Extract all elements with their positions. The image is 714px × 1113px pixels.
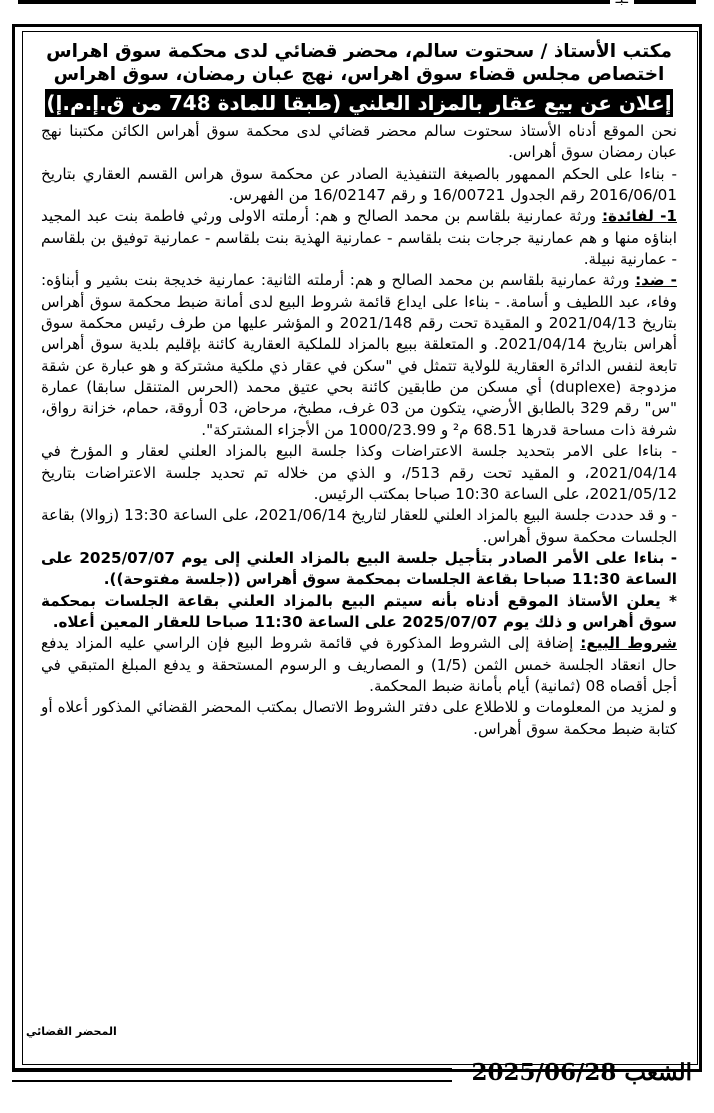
footer <box>452 1058 692 1088</box>
footer-rule-top <box>12 1068 452 1070</box>
debtor-paragraph <box>41 270 677 441</box>
header-line-2: اختصاص مجلس قضاء سوق اهراس، نهج عبان رمضان، سوق اهراس <box>53 64 665 85</box>
sale-session-paragraph: - و قد حددت جلسة البيع بالمزاد العلني للعقار لتاريخ 2021/06/14، على الساعة 13:30 (زوالا) بقاعة الجلسات محكمة سوق أهراس. <box>41 506 677 546</box>
publication-date: 2025/06/28 <box>471 1059 617 1086</box>
footer-rule-bottom <box>12 1080 452 1082</box>
announcement-title: إعلان عن بيع عقار بالمزاد العلني (طبقا للمادة 748 من ق.إ.م.إ) <box>46 91 672 115</box>
signature-label: المحضر القضائي <box>26 1025 117 1038</box>
postpone-paragraph: - بناءا على الأمر الصادر بتأجيل جلسة البيع بالمزاد العلني إلى يوم 2025/07/07 على الساعة 11:30 صباحا بقاعة الجلسات بمحكمة سوق أهراس ((جلسة مفتوحة)). <box>41 548 677 589</box>
newspaper-name: الشعب <box>624 1059 692 1086</box>
top-rule <box>18 0 696 4</box>
announcement-frame <box>22 31 698 1065</box>
header-line-1: مكتب الأستاذ / سحتوت سالم، محضر قضائي لدى محكمة سوق اهراس <box>46 41 672 62</box>
announce-paragraph: * يعلن الأستاذ الموقع أدناه بأنه سيتم البيع بالمزاد العلني بقاعة الجلسات بمحكمة سوق أهراس و ذلك يوم 2025/07/07 على الساعة 11:30 صباحا للعقار المعين أعلاه. <box>41 591 677 631</box>
creditor-text: ورثة عمارنية بلقاسم بن محمد الصالح و هم: أرملته الاولى ورثي فاطمة بنت عبد المجيد ابناؤه منها و هم عمارنية جرجات بنت بلقاسم - عمارنية الهذية بنت بلقاسم - عمارنية توفيق بن بلقاسم - عمارنية نبيلة. <box>41 207 677 269</box>
conditions-label: شروط البيع: <box>580 634 677 653</box>
debtor-label: - ضد: <box>635 271 677 290</box>
creditor-label: 1- لفائدة: <box>601 207 677 226</box>
creditor-paragraph <box>41 206 677 270</box>
objections-paragraph: - بناءا على الامر بتحديد جلسة الاعتراضات وكذا جلسة البيع بالمزاد العلني لعقار و المؤرخ في 2021/04/14، و المقيد تحت رقم 513/، و الذي من خلاله تم تحديد جلسة الاعتراضات بتاريخ 2021/05/12، على الساعة 10:30 صباحا بمكتب الرئيس. <box>41 442 677 503</box>
masthead-fragment <box>610 0 634 7</box>
info-paragraph: و لمزيد من المعلومات و للاطلاع على دفتر الشروط الاتصال بمكتب المحضر القضائي المذكور أعلاه أو كتابة ضبط محكمة سوق أهراس. <box>41 698 677 738</box>
intro-paragraph: نحن الموقع أدناه الأستاذ سحتوت سالم محضر قضائي لدى محكمة سوق أهراس الكائن مكتبنا نهج عبان رمضان سوق أهراس. <box>41 122 677 162</box>
judgment-paragraph: - بناءا على الحكم الممهور بالصيغة التنفيذية الصادر عن محكمة سوق هراس القسم العقاري بتاريخ 2016/06/01 رقم الجدول 16/00721 و رقم 16/02147 من الفهرس. <box>41 164 677 205</box>
conditions-paragraph <box>41 633 677 697</box>
announcement-body <box>41 121 677 740</box>
conditions-text: إضافة إلى الشروط المذكورة في قائمة شروط البيع فإن الراسي عليه المزاد يدفع حال انعقاد الجلسة خمس الثمن (1/5) و المصاريف و الرسوم المستحقة و يدفع المبلغ المتبقي في أجل أقصاه 08 (ثمانية) أيام بأمانة ضبط المحكمة. <box>41 634 677 695</box>
header <box>41 40 677 86</box>
debtor-text: ورثة عمارنية بلقاسم بن محمد الصالح و هم: أرملته الثانية: عمارنية خديجة بنت بشير و أبناؤه: وفاء، عبد اللطيف و أسامة. - بناءا على ايداع قائمة شروط البيع لدى أمانة ضبط محكمة سوق أهراس بتاريخ 2021/04/13 و المقيدة تحت رقم 2021/148 و المؤشر عليها من طرف رئيس محكمة سوق أهراس بتاريخ 2021/04/14. و المتعلقة ببيع بالمزاد للملكية العقارية كائنة بإقليم بلدية سوق أهراس تابعة لنفس الدائرة العقارية للولاية تتمثل في "سكن في عقار ذي ملكية مشتركة و هو عبارة عن شقة مزدوجة (duplexe) أي مسكن من طابقين كائنة بحي عتيق محمد (الحرس المتنقل سابقا) عمارة "س" رقم 329 بالطابق الأرضي، يتكون من 03 غرف، مطبخ، مرحاض، 03 أروقة، حمام، خزانة رواق، شرفة ذات مساحة قدرها 68.51 م² و 1000/23.99 من الأجزاء المشتركة". <box>41 271 678 439</box>
